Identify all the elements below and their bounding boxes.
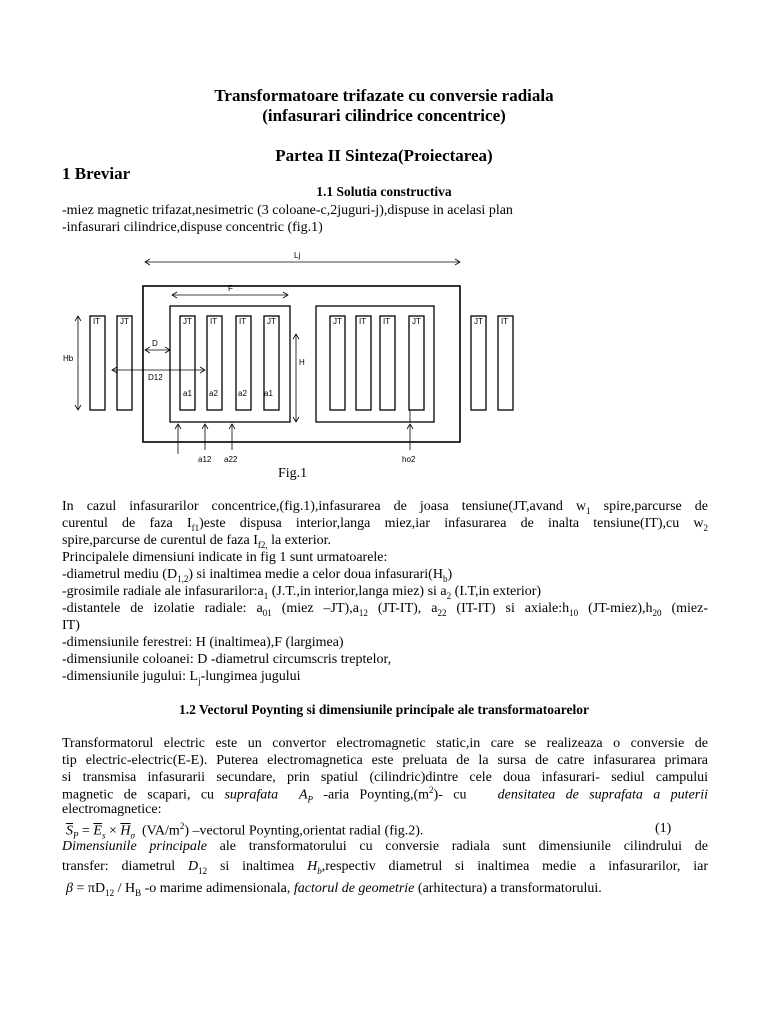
- label-d: D: [152, 339, 158, 348]
- coil-label: JT: [120, 317, 129, 326]
- section12-line1: Transformatorul electric este un convertor electromagnetic static,in care se realizeaza o conversie de: [62, 736, 708, 751]
- label-hb: Hb: [63, 354, 74, 363]
- label-h: H: [299, 358, 305, 367]
- figure-caption: Fig.1: [278, 466, 308, 481]
- dims-diametrul: -diametrul mediu $(D_{1,2})$ si inaltimea medie a celor doua $infasurari(H_b)$: [62, 567, 453, 584]
- coil-label: JT: [333, 317, 342, 326]
- coil-label: IT: [93, 317, 101, 326]
- para1-line1: In cazul infasurarilor concentrice,(fig.1),infasurarea de joasa tensiune(JT,avand $w_1$ spire,parcurse de: [62, 499, 709, 516]
- para1-line2: curentul de faza $I_{f1})este$ dispusa interior,langa miez,iar infasurarea de inalta tensiune(IT),cu $w_2$: [62, 516, 708, 533]
- section12-line3: si transmisa infasurarii secundare, prin spatiul (cilindric)dintre cele doua infasurari- sediul campului: [62, 770, 708, 785]
- label-a12: a12: [198, 455, 212, 464]
- coil-label: JT: [267, 317, 276, 326]
- coil-label: JT: [183, 317, 192, 326]
- label-a1: a1: [183, 389, 192, 398]
- label-ho2: ho2: [402, 455, 416, 464]
- dims-grosimile: -grosimile radiale ale $infasurarilor:a_1$ (J.T.,in interior,langa miez) si $a_2$ (I.T,in exterior): [62, 584, 542, 601]
- dims-distantele: -distantele de izolatie radiale: $a_{01}$ (miez $-JT),a_{12}$ (JT-IT), $a_{22}$ (IT-IT) si $axiale:h_{10}$ $(JT-miez),h_{20}$ (miez-: [62, 601, 708, 618]
- coil-label: JT: [412, 317, 421, 326]
- label-a2: a2: [238, 389, 247, 398]
- section-heading-breviar: 1 Breviar: [62, 164, 131, 183]
- dims-distantele-cont: IT): [62, 618, 80, 633]
- section12-p2-line2: transfer: diametrul $D_{12}$ si inaltimea $H_b,respectiv$ diametrul si inaltimea medie a infasurarilor, iar: [62, 859, 708, 876]
- section12-line2: tip electric-electric(E-E). Puterea electromagnetica este preluata de la sursa de catre infasurarea primara: [62, 753, 708, 768]
- figure-1: [0, 240, 768, 470]
- coil-label: IT: [359, 317, 367, 326]
- label-a22: a22: [224, 455, 238, 464]
- dims-coloanei: -dimensiunile coloanei: D -diametrul circumscris treptelor,: [62, 652, 392, 667]
- bullet-infasurari: -infasurari cilindrice,dispuse concentric (fig.1): [62, 220, 323, 235]
- coil-label: IT: [383, 317, 391, 326]
- part-title: Partea II Sinteza(Proiectarea): [275, 146, 493, 165]
- para1-line3: spire,parcurse de curentul de faza $I_{f2,}$ la exterior.: [62, 533, 332, 550]
- label-a1: a1: [264, 389, 273, 398]
- dims-ferestrei: -dimensiunile ferestrei: H (inaltimea),F (largimea): [62, 635, 344, 650]
- dims-intro: Principalele dimensiuni indicate in fig 1 sunt urmatoarele:: [62, 550, 388, 565]
- section12-p2-line1: Dimensiunile principale ale transformatorului cu conversie radiala sunt dimensiunile cilindrului de: [62, 839, 708, 854]
- section12-line4: magnetic de scapari, cu suprafata $A_P$ -aria $Poynting,(m^2)-$ cu densitatea de suprafata a puterii: [62, 785, 709, 805]
- label-d12: D12: [148, 373, 163, 382]
- title-line-1: Transformatoare trifazate cu conversie radiala: [214, 86, 554, 105]
- equation-number: (1): [655, 821, 672, 836]
- label-lj: Lj: [294, 251, 301, 260]
- label-a2: a2: [209, 389, 218, 398]
- subsection-heading-1-1: 1.1 Solutia constructiva: [316, 184, 452, 199]
- dims-jugului: -dimensiunile jugului: $L_j$-lungimea jugului: [62, 669, 301, 686]
- coil-label: JT: [474, 317, 483, 326]
- subsection-heading-1-2: 1.2 Vectorul Poynting si dimensiunile principale ale transformatoarelor: [179, 702, 589, 717]
- section12-p2-line3: $\beta = \pi D_{12} / H_B$ -o marime adimensionala, factorul de geometrie (arhitectura) a transformatorului.: [66, 881, 602, 898]
- coil-label: IT: [210, 317, 218, 326]
- bullet-miez: -miez magnetic trifazat,nesimetric (3 coloane-c,2juguri-j),dispuse in acelasi plan: [62, 203, 513, 218]
- label-f: F: [228, 284, 233, 293]
- title-line-2: (infasurari cilindrice concentrice): [262, 106, 506, 125]
- equation-1: $\overline{S}_P = \overline{E}_s \times \overline{H}_\sigma$ $(VA/m^2)$ –vectorul Poynting,orientat radial (fig.2).: [66, 821, 424, 841]
- section12-line5: electromagnetice:: [62, 802, 162, 817]
- coil-label: IT: [501, 317, 509, 326]
- coil-label: IT: [239, 317, 247, 326]
